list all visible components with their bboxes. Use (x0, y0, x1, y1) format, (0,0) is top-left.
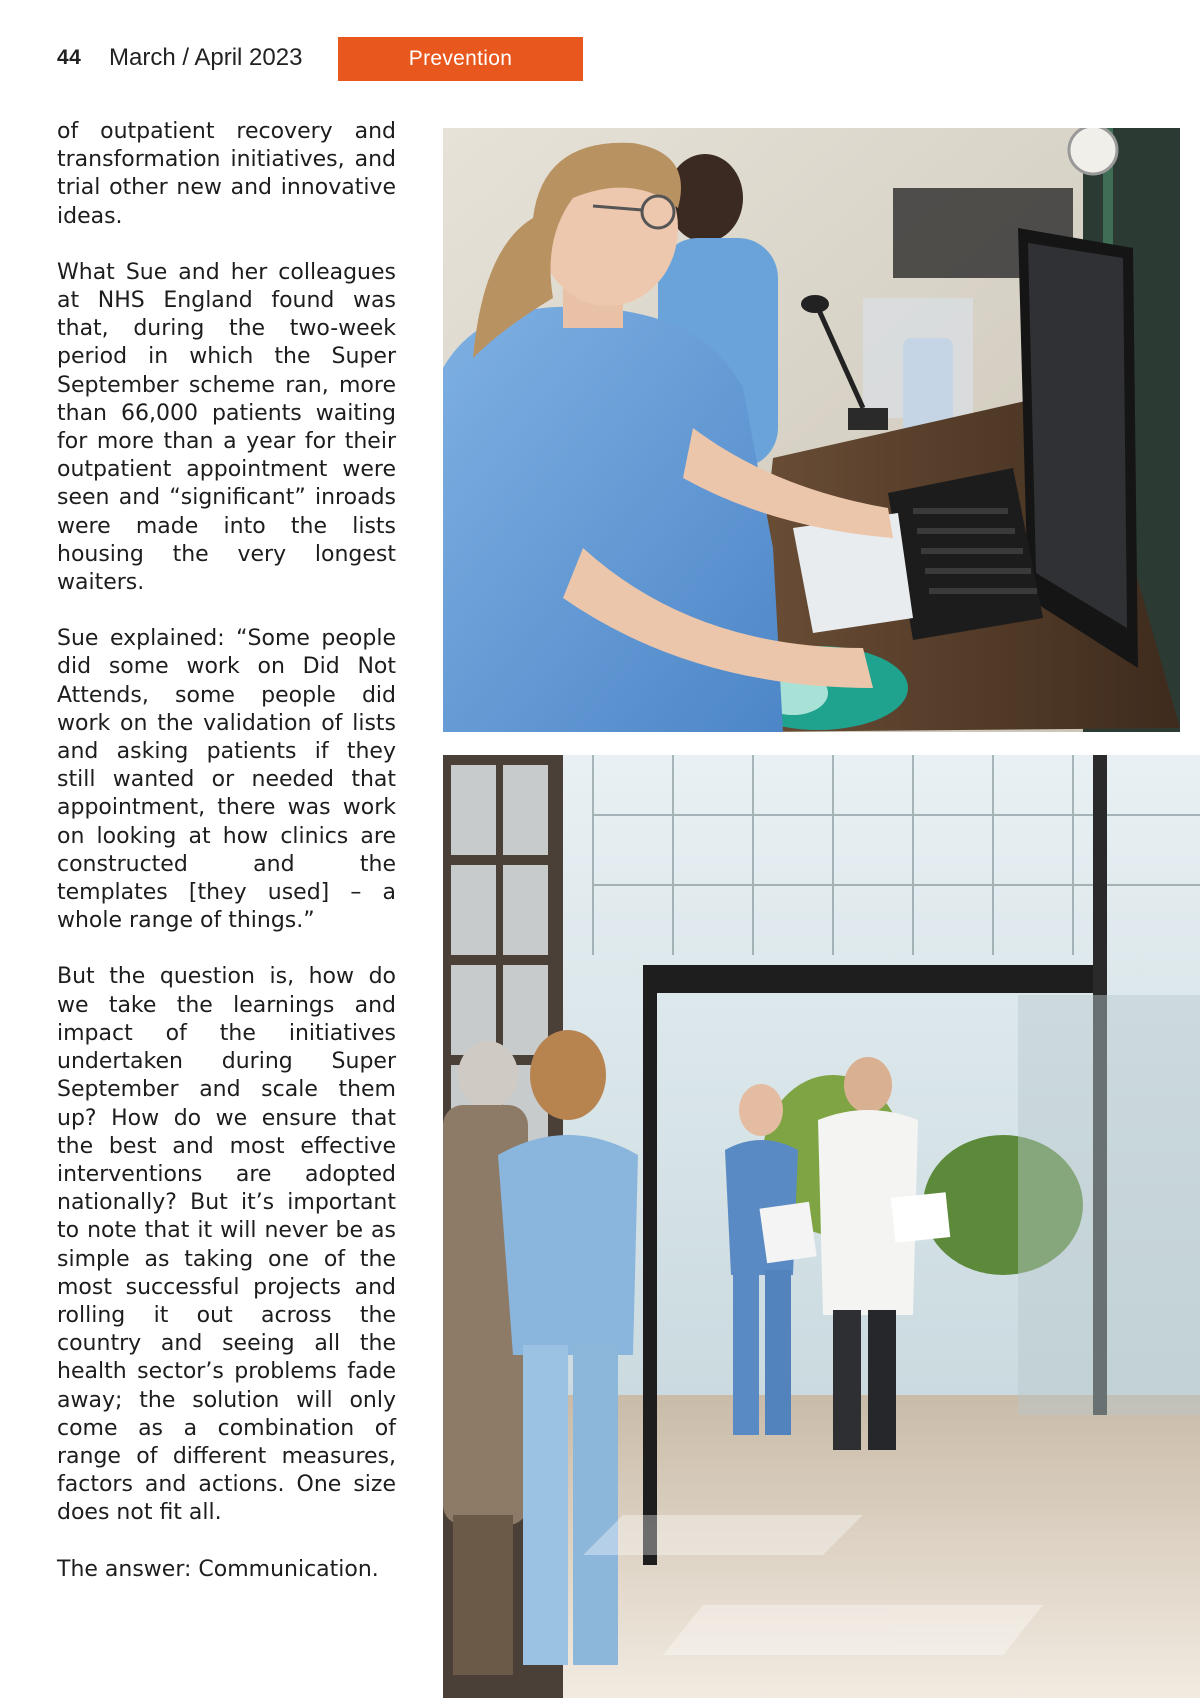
page-header (0, 0, 1200, 110)
photo-hospital-atrium (443, 755, 1200, 1698)
paragraph-5: The answer: Communication. (57, 1556, 379, 1582)
paragraph-2: What Sue and her colleagues at NHS England found was that, during the two-week period in which the Super September scheme ran, more than 66,000 patients waiting for more than a year for their outpatient appointment were seen and “significant” inroads were made into the lists housing the very longest waiters. (57, 259, 396, 596)
issue-date: March / April 2023 (109, 44, 303, 71)
page-number: 44 (57, 46, 82, 69)
section-tag (338, 37, 583, 81)
article-text-column (57, 118, 396, 1612)
paragraph-1: of outpatient recovery and transformation initiatives, and trial other new and innovative ideas. (57, 119, 396, 229)
photo-nurse-at-computer (443, 128, 1180, 732)
paragraph-4: But the question is, how do we take the learnings and impact of the initiatives undertaken during Super September and scale them up? How do we ensure that the best and most effective interventions are adopted nationally? But it’s important to note that it will never be as simple as taking one of the most successful projects and rolling it out across the country and seeing all the health sector’s problems fade away; the solution will only come as a combination of range of different measures, factors and actions. One size does not fit all. (57, 964, 396, 1526)
section-tag-label: Prevention (408, 47, 513, 70)
paragraph-3: Sue explained: “Some people did some work on Did Not Attends, some people did work on the validation of lists and asking patients if they still wanted or needed that appointment, there was work on looking at how clinics are constructed and the templates [they used] – a whole range of things.” (57, 626, 396, 934)
